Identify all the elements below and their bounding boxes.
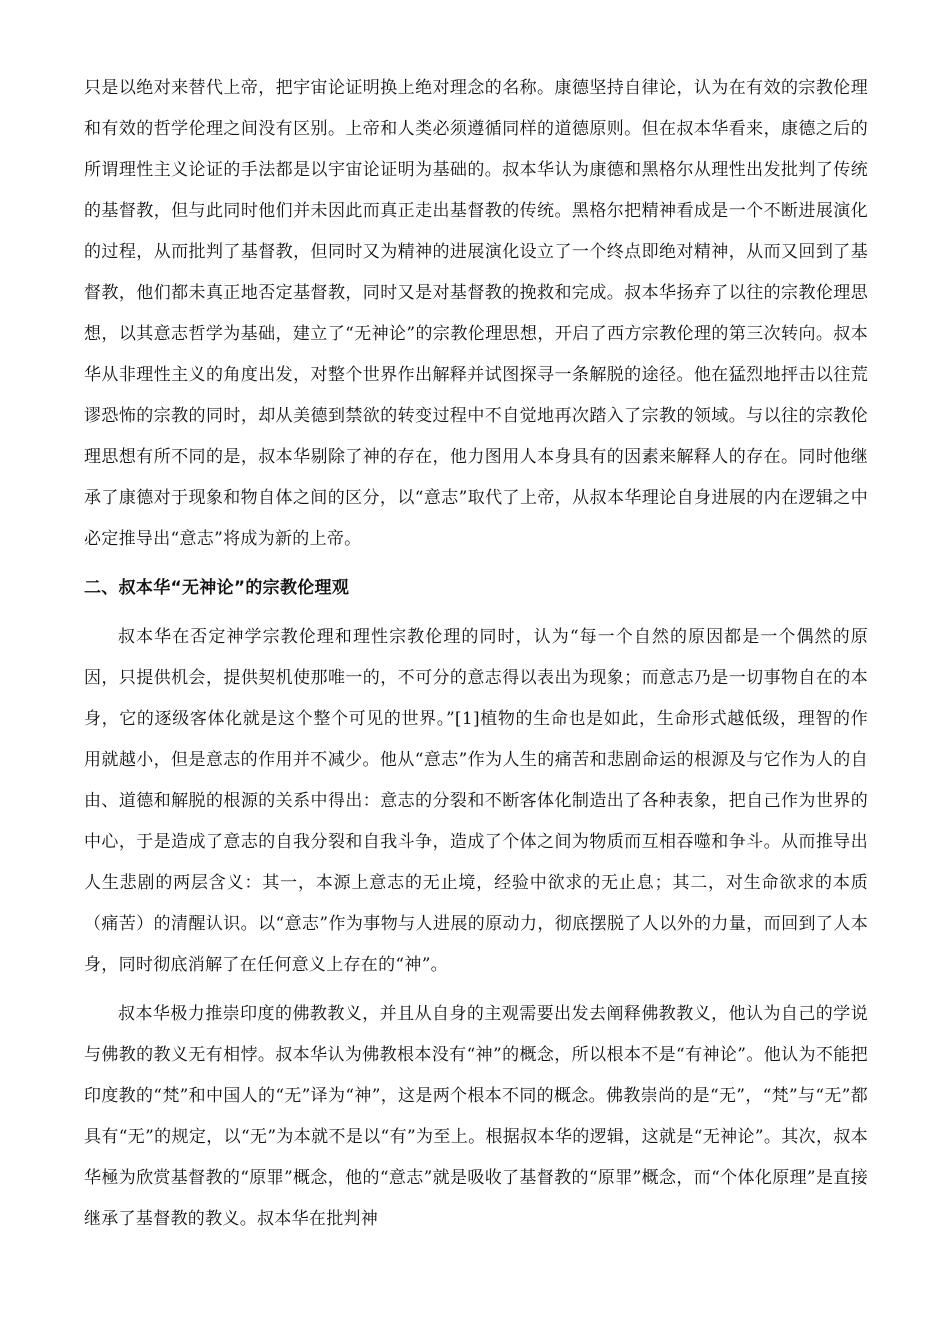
section-heading: 二、叔本华“无神论”的宗教伦理观	[84, 578, 350, 598]
body-paragraph-3: 叔本华极力推崇印度的佛教教义，并且从自身的主观需要出发去阐释佛教教义，他认为自己的学说与佛教的教义无有相悖。叔本华认为佛教根本没有“神”的概念，所以根本不是“有神论”。他认为不能把印度教的“梵”和中国人的“无”译为“神”，这是两个根本不同的概念。佛教崇尚的是“无”，“梵”与“无”都具有“无”的规定，以“无”为本就不是以“有”为至上。根据叔本华的逻辑，这就是“无神论”。其次，叔本华極为欣赏基督教的“原罪”概念，他的“意志”就是吸收了基督教的“原罪”概念，而“个体化原理”是直接继承了基督教的教义。叔本华在批判神	[84, 1004, 868, 1229]
body-paragraph-1: 只是以绝对来替代上帝，把宇宙论证明换上绝对理念的名称。康德坚持自律论，认为在有效的宗教伦理和有效的哲学伦理之间没有区别。上帝和人类必须遵循同样的道德原则。但在叔本华看来，康德之后的所谓理性主义论证的手法都是以宇宙论证明为基础的。叔本华认为康德和黑格尔从理性出发批判了传统的基督教，但与此同时他们并未因此而真正走出基督教的传统。黑格尔把精神看成是一个不断进展演化的过程，从而批判了基督教，但同时又为精神的进展演化设立了一个终点即绝对精神，从而又回到了基督教，他们都未真正地否定基督教，同时又是对基督教的挽救和完成。叔本华扬弃了以往的宗教伦理思想，以其意志哲学为基础，建立了“无神论”的宗教伦理思想，开启了西方宗教伦理的第三次转向。叔本华从非理性主义的角度出发，对整个世界作出解释并试图探寻一条解脱的途径。他在猛烈地抨击以往荒谬恐怖的宗教的同时，却从美德到禁欲的转变过程中不自觉地再次踏入了宗教的领域。与以往的宗教伦理思想有所不同的是，叔本华剔除了神的存在，他力图用人本身具有的因素来解释人的存在。同时他继承了康德对于现象和物自体之间的区分，以“意志”取代了上帝，从叔本华理论自身进展的内在逻辑之中必定推导出“意志”将成为新的上帝。	[84, 78, 868, 549]
document-page	[84, 68, 868, 1240]
body-paragraph-2: 叔本华在否定神学宗教伦理和理性宗教伦理的同时，认为“每一个自然的原因都是一个偶然的原因，只提供机会，提供契机使那唯一的，不可分的意志得以表出为现象；而意志乃是一切事物自在的本身，它的逐级客体化就是这个整个可见的世界。”[1]植物的生命也是如此，生命形式越低级，理智的作用就越小，但是意志的作用并不减少。他从“意志”作为人生的痛苦和悲剧命运的根源及与它作为人的自由、道德和解脱的根源的关系中得出：意志的分裂和不断客体化制造出了各种表象，把自己作为世界的中心，于是造成了意志的自我分裂和自我斗争，造成了个体之间为物质而互相吞噬和争斗。从而推导出人生悲剧的两层含义：其一，本源上意志的无止境，经验中欲求的无止息；其二，对生命欲求的本质（痛苦）的清醒认识。以“意志”作为事物与人进展的原动力，彻底摆脱了人以外的力量，而回到了人本身，同时彻底消解了在任何意义上存在的“神”。	[84, 627, 868, 975]
